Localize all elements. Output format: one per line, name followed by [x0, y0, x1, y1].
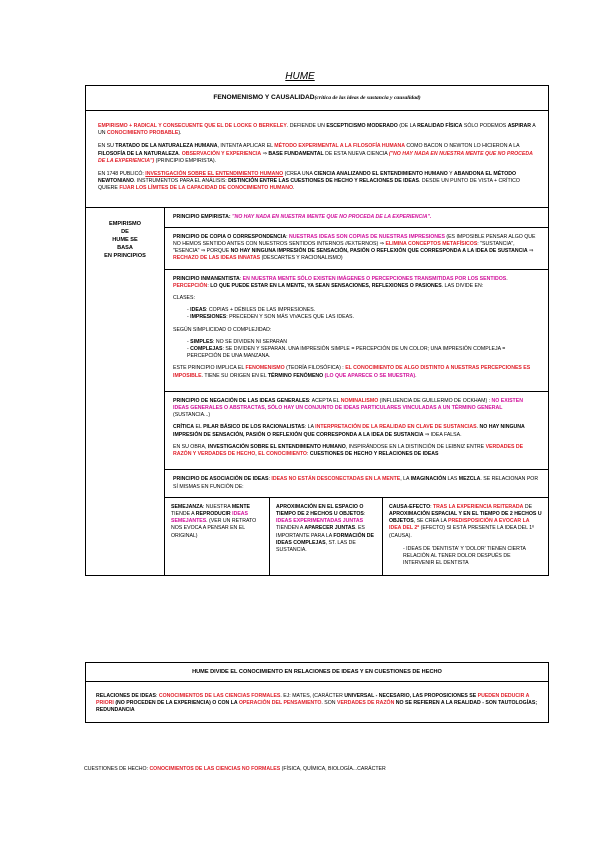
text-span: OBSERVACIÓN Y EXPERIENCIA — [181, 150, 262, 157]
principle-label: PRINCIPIO INMANENTISTA — [173, 275, 240, 282]
text-span: . EJ: MATES, (CARÁCTER — [280, 693, 345, 699]
text-span: TIENDEN A — [276, 525, 305, 532]
text-span: (NO PROCEDEN DE LA EXPERIENCIA) O CON LA — [113, 700, 239, 707]
principle-copia — [165, 228, 548, 270]
text-paragraph: - IDEAS: COPIAS + DÉBILES DE LAS IMPRESIONES. - IMPRESIONES: PRECEDEN Y SON MÁS VIVACES QUE LAS IDEAS. — [187, 307, 354, 321]
text-span: NO EXISTEN IDEAS GENERALES O ABSTRACTAS, SÓLO HAY UN CONJUNTO DE IDEAS PARTICULARES VINCULADAS A UN TÉRMINO GENERAL — [173, 397, 523, 412]
text-span: REPRODUCIR — [195, 510, 231, 517]
intro-block — [86, 111, 548, 208]
text-span: ESTE PRINCIPIO IMPLICA EL — [173, 365, 246, 372]
side-label-line: DE — [121, 228, 129, 235]
text-span: PUEDEN DEDUCIR A PRIORI — [96, 693, 530, 707]
text-span: : NUESTRA — [203, 503, 232, 510]
text-span: IDEAS EXPERIMENTADAS JUNTAS — [276, 518, 364, 525]
text-span: . — [476, 424, 480, 431]
text-span: APROXIMACIÓN ESPACIAL Y EN EL TIEMPO DE 2 HECHOS U OBJETOS — [389, 510, 542, 525]
text-span: : — [239, 275, 243, 282]
text-span: . — [293, 185, 295, 192]
text-span: (TEORÍA FILOSÓFICA) : — [284, 365, 346, 372]
text-span: SEMEJANZA — [171, 503, 203, 510]
text-span: : NO SE DIVIDEN NI SEPARAN — [212, 338, 287, 345]
text-span: NO HAY NINGUNA IMPRESIÓN DE SENSACIÓN, PASIÓN O REFLEXIÓN QUE CORRESPONDA A LA IDEA DE SUSTANCIA — [230, 248, 528, 255]
text-paragraph — [173, 424, 540, 438]
text-span: : — [430, 503, 434, 510]
text-span: NO HAY NINGUNA IMPRESIÓN DE SENSACIÓN, PASIÓN O REFLEXIÓN QUE CORRESPONDA A LA IDEA DE SUSTANCIA — [173, 424, 525, 438]
text-span: . INSTRUMENTOS PARA EL ANÁLISIS: — [133, 178, 229, 185]
text-span: CUESTIONES DE HECHO Y RELACIONES DE IDEAS — [309, 451, 439, 458]
text-paragraph: - SIMPLES: NO SE DIVIDEN NI SEPARAN - COMPLEJAS: SE DIVIDEN Y SEPARAN. UNA IMPRESIÓN SIMPLE = PERCEPCIÓN DE UN COLOR; UNA IMPRESIÓN COMPLEJA = PERCEPCIÓN DE UNA MANZANA. — [187, 338, 506, 360]
text-span: IMAGINACIÓN — [410, 476, 447, 483]
text-span: PERCEPCIÓN — [173, 282, 208, 289]
principle-asociacion — [165, 470, 548, 575]
side-label-line: EMPIRISMO — [108, 220, 141, 227]
text-span: DE — [523, 503, 533, 510]
text-span: CAUSA-EFECTO — [389, 503, 431, 510]
principle-label: PRINCIPIO DE COPIA O CORRESPONDENCIA — [173, 233, 287, 240]
text-span: NOMINALISMO — [340, 397, 379, 404]
text-span: UNIVERSAL - NECESARIO, LAS PROPOSICIONES SE — [344, 693, 478, 699]
text-span: , — [255, 451, 259, 458]
text-span: VERDADES DE RAZÓN — [336, 700, 395, 707]
text-span: COMPLEJAS — [190, 346, 223, 353]
text-span: . TIENE SU ORIGEN EN EL — [201, 372, 268, 379]
text-span: . LAS DIVIDE EN: — [441, 282, 484, 289]
text-span: ). — [178, 130, 182, 137]
text-span: . DEFIENDE UN — [286, 123, 327, 129]
text-span: NUESTRAS IDEAS SON COPIAS DE NUESTRAS IMPRESIONES — [288, 233, 445, 240]
text-span: EN SU OBRA, — [173, 443, 208, 450]
intro-paragraph — [98, 123, 538, 137]
text-span: : PRECEDEN Y SON MÁS VIVACES QUE LAS IDEAS. — [226, 314, 354, 321]
text-span: , INTENTA APLICAR EL — [217, 143, 275, 150]
association-types — [165, 497, 548, 576]
text-span: (INFLUENCIA DE GUILLERMO DE OCKHAM) : — [378, 397, 492, 404]
text-span: EL CONOCIMIENTO DE ALGO DISTINTO A NUESTRAS PERCEPCIONES ES IMPOSIBLE — [173, 365, 531, 379]
text-paragraph — [173, 398, 540, 420]
text-paragraph — [173, 276, 540, 290]
text-span: LO QUE PUEDE ESTAR EN LA MENTE, YA SEAN SENSACIONES, REFLEXIONES O PASIONES — [210, 282, 442, 289]
text-span: CUESTIONES DE HECHO: — [84, 766, 150, 772]
text-span: . DESDE UN PUNTO DE VISTA + CRÍTICO QUIERE — [98, 178, 520, 192]
text-span: : — [268, 476, 272, 483]
principles-section — [86, 208, 548, 576]
principle-negacion — [165, 392, 548, 470]
text-span: OPERACIÓN DEL PENSAMIENTO — [238, 700, 322, 707]
text-span: INVESTIGACIÓN SOBRE EL ENTENDIMIENTO HUMANO — [207, 443, 346, 450]
intro-paragraph — [98, 171, 538, 193]
text-span: LAS — [446, 476, 459, 483]
page-title: HUME — [285, 71, 315, 82]
text-span: TRATADO DE LA NATURALEZA HUMANA — [115, 143, 218, 150]
text-span: A UN — [98, 123, 536, 137]
text-span: : — [207, 282, 211, 289]
text-span: PREDISPOSICIÓN A EVOCAR LA IDEA DEL 2º — [389, 518, 530, 532]
section-subtitle: (crítica de las ideas de sustancia y causalidad) — [314, 95, 421, 101]
text-span: COMO BACON O NEWTON LO HICIERON A LA — [404, 143, 520, 150]
relaciones-de-ideas-text — [86, 682, 548, 726]
text-span: . — [506, 275, 508, 282]
text-span: CIENCIA ANALIZANDO EL ENTENDIMIENTO HUMANO — [314, 171, 448, 178]
principle-label: PRINCIPIO DE ASOCIACIÓN DE IDEAS — [173, 476, 269, 483]
text-span: CRÍTICA — [173, 424, 195, 431]
text-span: (LO QUE APARECE O SE MUESTRA) — [323, 372, 416, 379]
text-span: EL CONOCIMIENTO — [258, 451, 307, 458]
intro-paragraph — [98, 143, 538, 165]
text-span: ⇒ IDEA FALSA. — [423, 431, 462, 438]
text-paragraph — [173, 444, 540, 458]
text-span: . — [415, 372, 417, 379]
text-span: SIMPLES — [190, 338, 213, 345]
text-span: (FÍSICA, QUÍMICA, BIOLOGÍA...CARÁCTER — [280, 766, 386, 772]
knowledge-division-title: HUME DIVIDE EL CONOCIMIENTO EN RELACIONES DE IDEAS Y EN CUESTIONES DE HECHO — [86, 663, 548, 682]
text-paragraph — [173, 327, 540, 334]
text-span: ("NO HAY NADA EN NUESTRA MENTE QUE NO PROCEDA DE LA EXPERIENCIA") — [98, 150, 533, 164]
text-span: , INSPIRÁNDOSE EN LA DISTINCIÓN DE LEIBNIZ ENTRE — [345, 443, 486, 450]
cuestiones-de-hecho-text — [84, 766, 554, 772]
text-span: SÓLO PODEMOS — [462, 123, 508, 129]
text-span: (PRINCIPIO EMPIRISTA). — [154, 157, 217, 164]
association-semejanza — [165, 498, 270, 576]
text-span: ASPIRAR — [507, 123, 532, 129]
text-span: FILOSOFÍA DE LA NATURALEZA — [98, 150, 179, 157]
text-span: IDEAS — [190, 307, 207, 314]
principle-inmanentista — [165, 270, 548, 392]
text-span: SEGÚN SIMPLICIDAD O COMPLEJIDAD: — [173, 326, 272, 333]
text-span: . SON — [321, 700, 337, 707]
text-span: TRAS LA EXPERIENCIA REITERADA — [433, 503, 524, 510]
side-label-line: HUME SE — [112, 237, 138, 244]
text-span: DISTINCIÓN ENTRE LAS CUESTIONES DE HECHO Y RELACIONES DE IDEAS — [228, 178, 420, 185]
text-span: "NO HAY NADA EN NUESTRA MENTE QUE NO PROCEDA DE LA EXPERIENCIA". — [232, 213, 432, 220]
text-span: FIJAR LOS LÍMITES DE LA CAPACIDAD DE CONOCIMIENTO HUMANO — [119, 185, 294, 192]
text-span: EN NUESTRA MENTE SÓLO EXISTEN IMÁGENES O PERCEPCIONES TRANSMITIDAS POR LOS SENTIDOS — [242, 275, 507, 282]
text-span: FORMACIÓN DE IDEAS COMPLEJAS — [276, 532, 375, 546]
principle-label: PRINCIPIO EMPIRISTA: — [173, 213, 232, 220]
text-span: ABANDONA EL MÉTODO NEWTONIANO — [98, 171, 517, 185]
text-span: CONOCIMIENTOS DE LAS CIENCIAS NO FORMALES — [149, 766, 281, 772]
association-aproximacion — [270, 498, 383, 576]
text-span: (ES IMPOSIBLE PENSAR ALGO QUE NO HEMOS SENTIDO ANTES CON NUESTROS SENTIDOS INTERNOS //EXTERNOS) ⇒ — [173, 233, 536, 248]
text-span: EN 1748 PUBLICÓ: — [98, 171, 146, 178]
text-span: TÉRMINO FENÓMENO — [267, 372, 324, 379]
text-span: (SUSTANCIA...) — [173, 412, 211, 419]
text-span: FENOMENISMO — [245, 365, 285, 372]
text-span: (CREA UNA — [283, 171, 315, 178]
text-span: : — [363, 510, 366, 517]
text-span: Y — [447, 171, 454, 178]
text-span: RECHAZO DE LAS IDEAS INNATAS — [173, 255, 261, 262]
text-span: , LA — [400, 476, 411, 483]
text-span: CLASES: — [173, 295, 195, 302]
text-span: IDEAS SEMEJANTES — [171, 510, 248, 525]
causa-efecto-example: - IDEAS DE 'DENTISTA' Y 'DOLOR' TIENEN CIERTA RELACIÓN AL TENER DOLOR DESPUÉS DE INTERVENIR EL DENTISTA — [403, 545, 526, 567]
text-span: : — [306, 451, 310, 458]
text-span: MENTE — [231, 503, 250, 510]
text-span: : — [286, 233, 289, 240]
text-span: IDEAS NO ESTÁN DESCONECTADAS EN LA MENTE — [271, 476, 401, 483]
text-span: DE ESTA NUEVA CIENCIA — [323, 150, 389, 157]
text-span: APARECER JUNTAS — [304, 525, 356, 532]
text-span: . — [178, 150, 182, 157]
text-span: (EFECTO) SI ESTÁ PRESENTE LA IDEA DEL 1º (CAUSA). — [389, 525, 535, 539]
text-span: RELACIONES DE IDEAS — [96, 693, 156, 699]
text-span: ESCEPTICISMO MODERADO — [326, 123, 398, 129]
text-span: MEZCLA — [458, 476, 481, 483]
text-span: EMPIRISMO + RADICAL Y CONSECUENTE QUE EL DE LOCKE O BERKELEY — [98, 123, 287, 129]
text-span: INTERPRETACIÓN DE LA REALIDAD EN CLAVE DE SUSTANCIAS — [315, 424, 477, 431]
text-span: MÉTODO EXPERIMENTAL A LA FILOSOFÍA HUMANA — [274, 143, 405, 150]
text-span: : SE DIVIDEN Y SEPARAN. UNA IMPRESIÓN SIMPLE = PERCEPCIÓN DE UN COLOR; UNA IMPRESIÓN COMPLEJA = PERCEPCIÓN DE UNA MANZANA. — [187, 346, 506, 360]
text-span: (DE LA — [397, 123, 418, 129]
text-span: REALIDAD FÍSICA — [417, 123, 463, 129]
text-span: , ST. LAS DE SUSTANCIA. — [276, 539, 356, 553]
text-span: , SE CREA LA — [413, 518, 449, 525]
main-outline-box — [85, 85, 549, 576]
section-header — [86, 86, 548, 111]
text-span: EN SU — [98, 143, 116, 150]
text-span: APROXIMACIÓN EN EL ESPACIO O TIEMPO DE 2 HECHOS U OBJETOS — [276, 503, 364, 517]
knowledge-division-box — [85, 662, 549, 723]
text-span: IMPRESIONES — [190, 314, 227, 321]
text-span: BASE FUNDAMENTAL — [268, 150, 324, 157]
text-span: : COPIAS + DÉBILES DE LAS IMPRESIONES. — [206, 307, 316, 314]
text-paragraph — [173, 365, 540, 379]
text-span: (DESCARTES Y RACIONALISMO) — [260, 255, 343, 262]
side-label-line: BASA — [117, 245, 133, 252]
text-span: : — [155, 693, 159, 699]
text-span: . ES IMPORTANTE PARA LA — [276, 525, 365, 539]
text-span: EL — [194, 424, 204, 431]
text-span: : "SUSTANCIA", "ESENCIA" ⇒ PORQUE — [173, 241, 515, 255]
association-causa-efecto — [383, 498, 548, 576]
text-span: . SE RELACIONAN POR SÍ MISMAS EN FUNCIÓN DE: — [173, 476, 539, 490]
text-span: TIENDE A — [171, 510, 196, 517]
text-span: NO SE REFIEREN A LA REALIDAD - SON TAUTOLOGÍAS; REDUNDANCIA — [96, 700, 538, 714]
section-title: FENOMENISMO Y CAUSALIDAD — [213, 94, 315, 101]
text-span: : ACEPTA EL — [309, 397, 341, 404]
text-paragraph — [173, 295, 540, 302]
principle-label: PRINCIPIO DE NEGACIÓN DE LAS IDEAS GENERALES — [173, 397, 310, 404]
text-span: : LA — [304, 424, 316, 431]
side-label-line: EN PRINCIPIOS — [104, 253, 146, 260]
principles-list — [165, 208, 548, 576]
text-span: ELIMINA CONCEPTOS METAFÍSICOS — [385, 241, 478, 248]
text-span: ⇒ — [527, 248, 534, 255]
principles-side-label — [86, 208, 165, 576]
text-span: CONOCIMIENTOS DE LAS CIENCIAS FORMALES — [158, 693, 281, 699]
text-span: CONOCIMIENTO PROBABLE — [106, 130, 179, 137]
text-span: . (VER UN RETRATO NOS EVOCA A PENSAR EN EL ORIGINAL) — [171, 518, 257, 539]
text-span: INVESTIGACIÓN SOBRE EL ENTENDIMIENTO HUMANO — [145, 171, 284, 178]
text-span: VERDADES DE RAZÓN Y VERDADES DE HECHO — [173, 443, 524, 458]
principle-empirista — [165, 208, 548, 228]
text-span: ⇒ — [261, 150, 269, 157]
text-span: PILAR BÁSICO DE LOS RACIONALISTAS — [203, 424, 305, 431]
